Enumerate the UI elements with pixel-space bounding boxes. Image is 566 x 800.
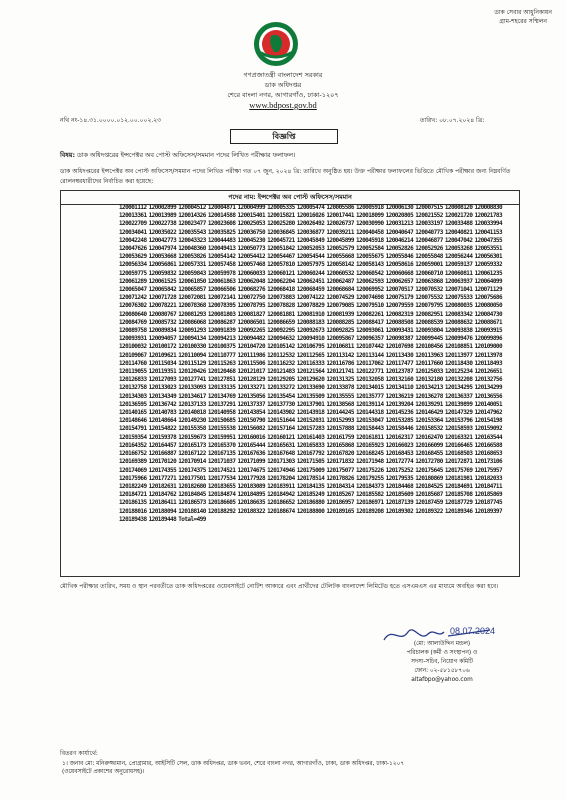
govt-name: গণপ্রজাতন্ত্রী বাংলাদেশ সরকার [243, 71, 323, 79]
roll-number-box [60, 200, 520, 577]
notice-title: বিজ্ঞপ্তি [230, 129, 338, 144]
website-link[interactable]: www.bdpost.gov.bd [249, 100, 317, 110]
viva-note: মৌখিক পরীক্ষার তারিখ, সময় ও স্থান পরবর্তীতে ডাক অধিদপ্তরের ওয়েবসাইটে নোটিশ আকারে এবং প্রার্থীদের টেলিটক বাংলাদেশ লিমিটেড হতে এসএমএস এর মাধ্যমে অবহিত করা হবে। [60, 583, 499, 590]
slogan-line-2: গ্রাম-শহরের সম্মিলন [499, 18, 547, 25]
post-name-header: পদের নাম: ইন্সপেক্টর অব পোস্ট অফিসেস/সমমান [60, 190, 520, 205]
distribution-item [62, 760, 512, 776]
signatory-name: (মো: আলাউদ্দিন মন্ডল) [413, 641, 471, 647]
subject-text: ডাক অধিদপ্তরের ইন্সপেক্টর অব পোস্ট অফিসেস/সমমান পদের লিখিত পরীক্ষার ফলাফল। [77, 152, 296, 159]
distribution-item-1: ১। জনাব মো: মনিরুজ্জামান, প্রোগ্রামার, আইসিটি সেল, ডাক অধিদপ্তর, ডাক ভবন, শেরে বাংলা নগর, আগারগাঁও, ঢাকা, ডাক অধিদপ্তর, ঢাকা-১২০৭ [62, 761, 405, 767]
roll-number-list: 120001112 120002899 120004512 120004871 120004999 120005335 120005474 120005586 120005918 120006130 120007515 120008120 120008830 120013361 120013989 120014326 120014588 120015401 120015821 120016026 120017441 120018099 120020805 120021552 120021720 120021783 120022709 120022738 120023477 120023608 120025053 120025280 120026492 120026737 120030990 120031213 120033197 120033488 120033994 120034041 120035022 120035543 120035825 120036750 120036845 120036877 120039211 120040458 120040647 120040773 120040821 120041153 120042248 120042773 120043323 120044483 120045230 120045721 120045849 120045899 120045918 120046214 120046877 120047042 120047355 120047626 120047974 120048360 120049413 120050773 120051842 120052053 120052579 120052584 120052826 120052926 120053268 120053551 120053629 120053668 120053826 120054142 120054412 120054467 120054544 120055668 120055675 120055846 120055848 120056244 120056301 120056334 120056861 120057331 120057458 120057468 120057810 120057975 120058142 120058143 120058616 120059001 120059137 120059332 120059775 120059832 120059843 120059978 120060033 120060121 120060244 120060532 120060542 120060668 120060710 120060811 120061235 120061289 120061525 120061850 120061863 120062048 120062204 120062451 120062487 120062593 120062657 120063868 120063937 120064099 120065047 120065842 120065857 120066506 120068276 120068418 120068459 120068684 120069952 120070517 120070532 120071041 120071129 120071242 120071728 120072081 120072141 120072750 120073883 120074122 120074529 120074698 120075179 120075532 120075533 120075686 120076302 120078221 120078368 120078395 120078795 120078828 120078829 120079085 120079510 120079559 120079795 120080035 120080050 120080640 120080767 120081293 120081803 120081827 120081881 120081910 120081939 120082261 120082319 120082951 120083342 120084730 120084769 120085732 120086068 120086287 120086501 120086659 120088183 120088285 120088417 120088508 120088539 120088632 120088671 120089758 120089834 120091293 120091839 120092265 120092295 120092673 120092825 120093061 120093431 120093804 120093838 120093915 120093931 120094057 120094134 120094213 120094482 120094632 120094910 120095867 120096357 120098387 120099445 120099476 120099896 120100032 120100172 120100330 120100375 120104720 120105142 120106795 120106811 120107442 120107698 120108456 120108851 120109000 120109067 120109621 120110094 120110777 120111986 120112532 120112565 120113142 120113144 120113430 120113963 120113977 120113978 120114760 120115034 120115129 120115263 120115506 120116232 120116333 120116786 120117062 120117477 120117660 120118430 120118493 120119055 120119351 120120426 120120468 120121017 120121483 120121564 120121741 120122771 120123787 120125033 120125234 120126651 120126833 120127093 120127741 120127851 120128129 120129205 120129620 120131325 120132058 120132160 120132180 120132208 120132756 120132758 120133023 120133093 120133135 120133271 120133272 120133690 120133878 120134015 120134110 120134213 120134295 120134299 120134303 120134349 120134617 120134769 120135056 120135454 120135509 120135555 120135777 120136219 120136278 120136337 120136556 120136595 120136742 120137133 120137291 120137337 120137730 120137901 120138568 120139114 120139204 120139291 120139899 120140051 120140165 120140783 120140818 120140958 120143854 120143902 120143918 120144245 120144318 120145236 120146429 120147329 120147962 120148646 120148664 120149230 120150685 120150790 120151644 120152031 120152993 120153047 120153285 120153364 120153796 120154198 120154791 120154822 120155358 120155538 120156082 120157164 120157283 120157888 120158443 120158446 120158532 120158593 120159092 120159354 120159378 120159673 120159951 120160016 120160121 120161403 120161759 120161811 120162317 120162470 120163321 120163544 120164352 120164457 120165173 120165370 120165444 120165631 120165833 120165868 120165923 120166023 120166099 120166465 120166588 120166752 120166887 120167122 120167135 120167636 120167648 120167792 120167820 120168245 120168453 120168455 120168503 120168653 120169389 120170120 120170914 120171037 120171099 120171303 120171505 120171832 120171948 120172774 120172780 120172871 120173106 120174069 120174355 120174375 120174521 120174675 120174946 120175009 120175077 120175226 120175252 120175645 120175769 120175957 120175966 120177271 120177501 120177534 120177928 120178204 120178514 120178826 120179255 120179535 120180869 120181981 120182033 120182249 120182631 120182680 120183655 120183089 120183911 120184135 120184314 120184373 120184468 120184525 120184691 120184711 120184721 120184762 120184845 120184874 120184895 120184942 120185249 120185267 120185582 120185609 120185687 120185708 120185869 120186135 120186411 120186573 120186605 120186635 120186652 120186880 120186957 120186971 120187139 120187459 120187729 120187745 120188016 120188094 120188140 120188292 120188322 120188674 120188800 120189165 120189208 120189302 120189322 120189346 120189397 120189438 120189448 Total=499 [119, 204, 503, 523]
signatory-designation-1: পরিচালক (কর্মী ও সংস্থাপন) ও [406, 650, 478, 656]
department-name: ডাক অধিদপ্তর [264, 81, 302, 89]
distribution-item-1-note: (ওয়েবসাইটে প্রকাশের অনুরোধসহ)। [62, 769, 145, 775]
government-logo-icon [252, 20, 300, 68]
body-paragraph: ডাক অধিদপ্তরের ইন্সপেক্টর অব পোস্ট অফিসেস/সমমান পদের লিখিত পরীক্ষা গত ০৭ জুন, ২০২৪ খ্রি: তারিখে অনুষ্ঠিত হয়। উক্ত পরীক্ষার ফলাফলের ভিত্তিতে মৌখিক পরীক্ষার জন্য নিম্নবর্ণিত রোলনম্বরধারীদের নির্বাচিত করা হয়েছে: [60, 168, 511, 185]
subject-line [60, 150, 520, 161]
slogan [494, 8, 552, 26]
signatory-phone: ফোন: ০২-৫৮১৫৮৭০৬ [414, 668, 470, 674]
subject-label: বিষয়: [60, 152, 76, 159]
signatory-designation-2: সদস্য-সচিব, নিয়োগ কমিটি [411, 659, 473, 665]
memo-date: তারিখ: ০৮.০৭.২০২৪ খ্রি: [420, 117, 485, 124]
svg-text:08.07.2024: 08.07.2024 [450, 626, 496, 636]
office-address: শেরে বাংলা নগর, আগারগাঁও, ঢাকা-১২০৭ [227, 91, 339, 99]
memo-number: নথি নং-১৪.৩১.০০০০.০১২.০০.০০২.২৩ [60, 117, 162, 124]
slogan-line-1: ডাক সেবার আধুনিকায়ন [494, 9, 552, 16]
distribution-title: বিতরণ কার্যার্থে: [60, 750, 98, 757]
signatory-email[interactable]: altafbpo@yahoo.com [411, 677, 473, 683]
signatory-block [372, 640, 512, 685]
